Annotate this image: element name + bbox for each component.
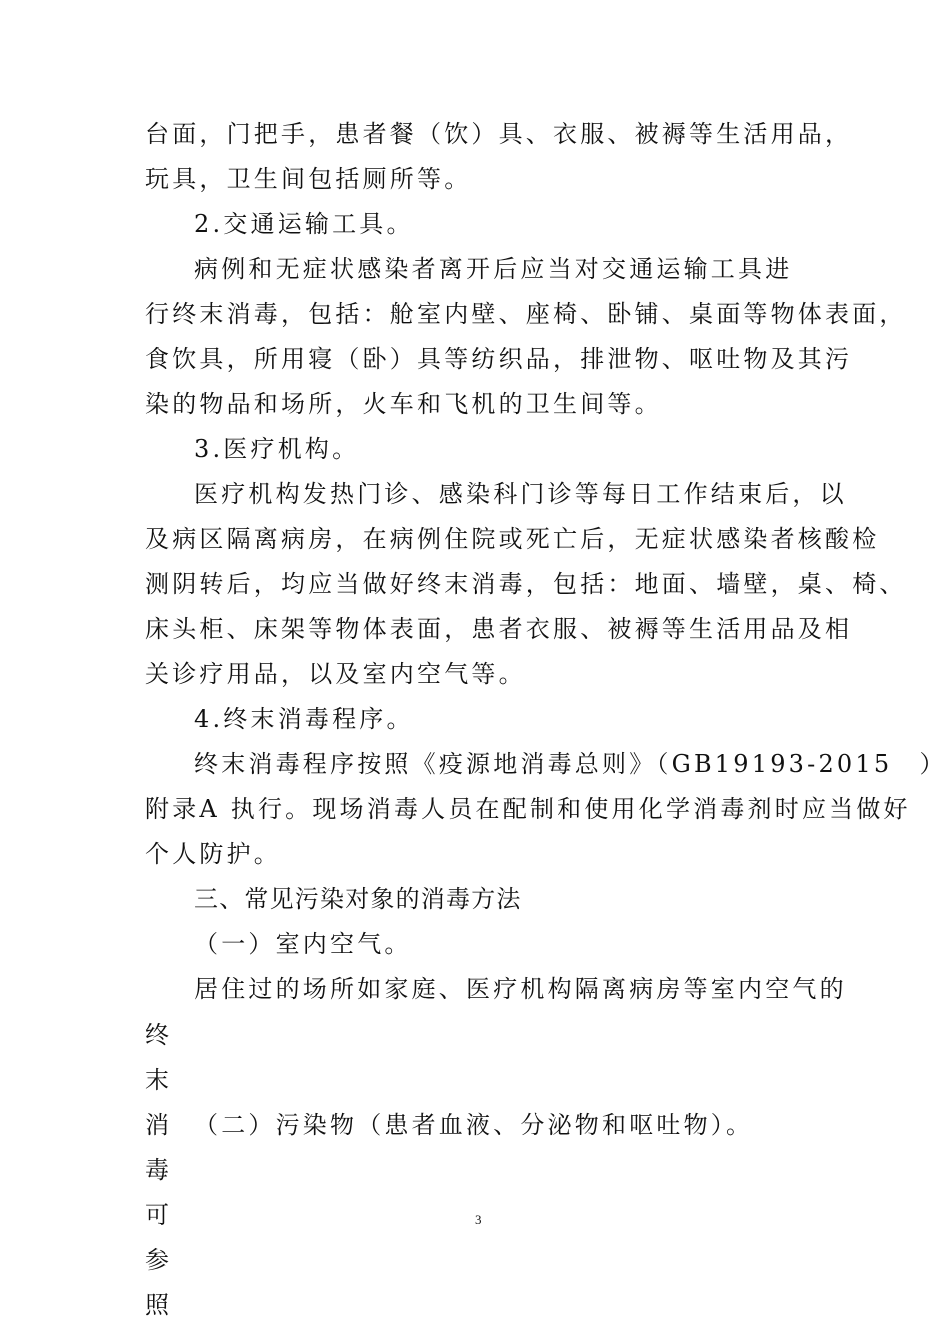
vertical-char: 参 xyxy=(145,1246,169,1274)
item-heading: 2.交通运输工具。 xyxy=(194,210,414,238)
body-line: 病例和无症状感染者离开后应当对交通运输工具进 xyxy=(194,255,793,283)
item-heading: 4.终末消毒程序。 xyxy=(194,705,414,733)
vertical-char: 消 xyxy=(145,1111,169,1139)
subsection-heading: （一）室内空气。 xyxy=(194,930,412,958)
section-heading: 三、常见污染对象的消毒方法 xyxy=(194,885,522,913)
body-line: 床头柜、床架等物体表面，患者衣服、被褥等生活用品及相 xyxy=(145,615,853,643)
body-line: 医疗机构发热门诊、感染科门诊等每日工作结束后，以 xyxy=(194,480,847,508)
vertical-char: 终 xyxy=(145,1021,169,1049)
subsection-heading: （二）污染物（患者血液、分泌物和呕吐物）。 xyxy=(194,1111,754,1139)
body-line: 终末消毒程序按照《疫源地消毒总则》（GB19193-2015 ） xyxy=(194,750,947,778)
body-line: 测阴转后，均应当做好终末消毒，包括：地面、墙壁，桌、椅、 xyxy=(145,570,907,598)
body-line: 附录A 执行。现场消毒人员在配制和使用化学消毒剂时应当做好 xyxy=(145,795,911,823)
body-line: 台面，门把手，患者餐（饮）具、衣服、被褥等生活用品， xyxy=(145,120,853,148)
vertical-char: 毒 xyxy=(145,1156,169,1184)
vertical-char: 照 xyxy=(145,1291,169,1319)
body-line: 行终末消毒，包括：舱室内壁、座椅、卧铺、桌面等物体表面， xyxy=(145,300,907,328)
vertical-char: 末 xyxy=(145,1066,169,1094)
body-line: 个人防护。 xyxy=(145,840,281,868)
body-line: 玩具，卫生间包括厕所等。 xyxy=(145,165,472,193)
body-line: 食饮具，所用寝（卧）具等纺织品，排泄物、呕吐物及其污 xyxy=(145,345,853,373)
page-number: 3 xyxy=(475,1212,482,1227)
body-line: 关诊疗用品，以及室内空气等。 xyxy=(145,660,526,688)
body-line: 及病区隔离病房，在病例住院或死亡后，无症状感染者核酸检 xyxy=(145,525,880,553)
body-line: 居住过的场所如家庭、医疗机构隔离病房等室内空气的 xyxy=(194,975,847,1003)
item-heading: 3.医疗机构。 xyxy=(194,435,360,463)
body-line: 染的物品和场所，火车和飞机的卫生间等。 xyxy=(145,390,662,418)
vertical-char: 可 xyxy=(145,1201,169,1229)
